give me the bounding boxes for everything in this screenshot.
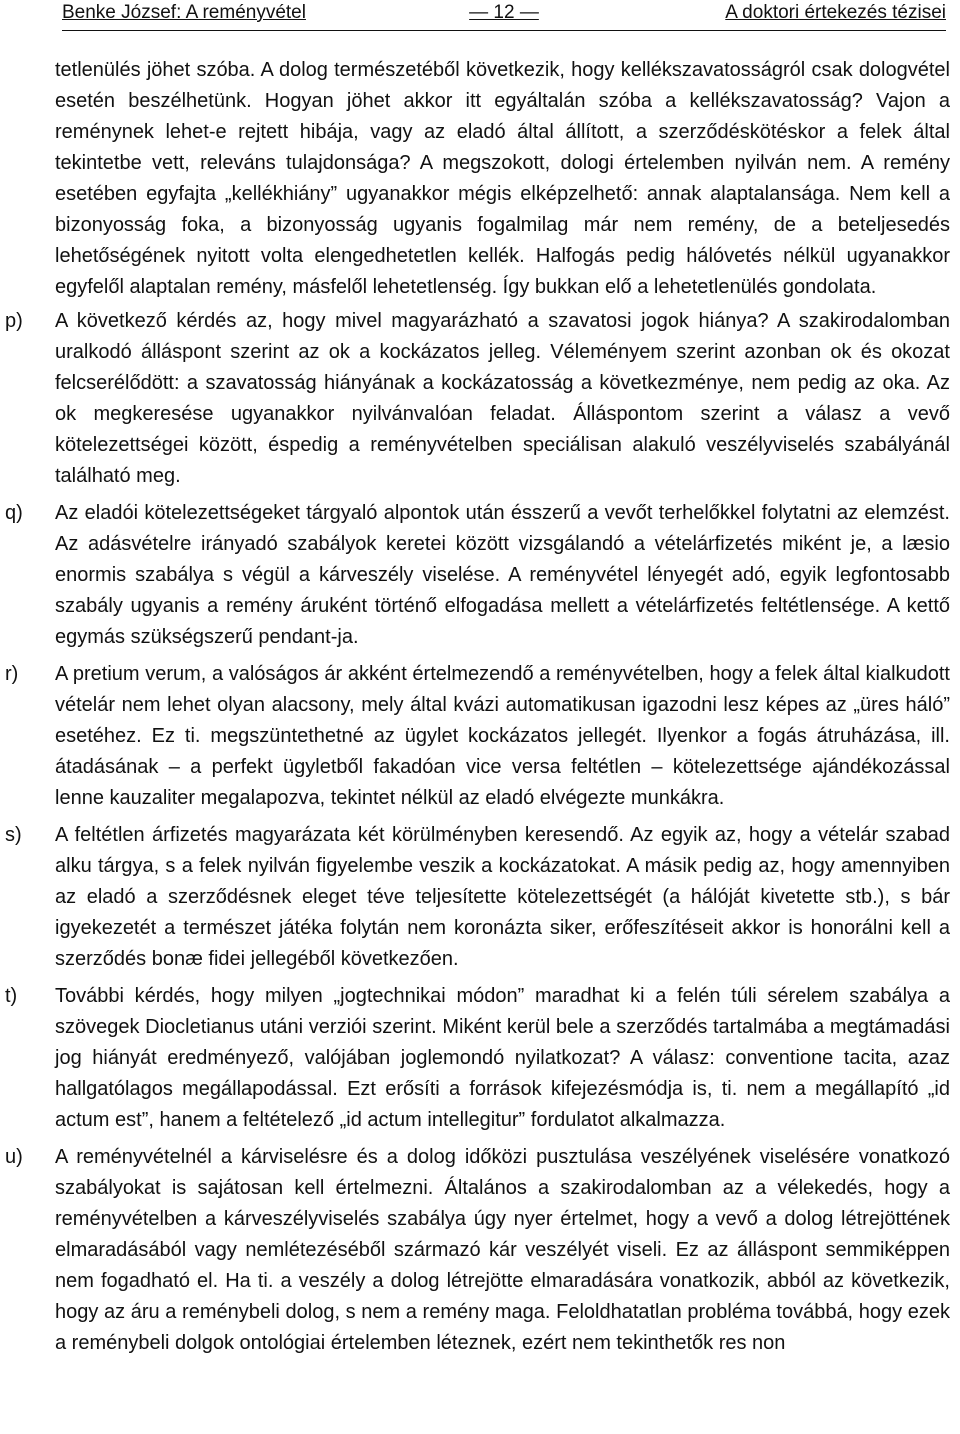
- list-marker: s): [5, 824, 22, 846]
- list-marker: q): [5, 502, 23, 524]
- paragraph-t: [5, 981, 950, 1136]
- paragraph-u: [5, 1142, 950, 1359]
- document-body: [5, 55, 950, 1365]
- list-marker: u): [5, 1146, 23, 1168]
- header-page-number: — 12 —: [469, 2, 539, 23]
- paragraph-text: Az eladói kötelezettségeket tárgyaló alpontok után ésszerű a vevőt terhelőkkel folytatni az elemzést. Az adásvételre irányadó szabályok keretei között vizsgálandó a vételárfizetés miként je, a læsio enormis szabálya s végül a kárveszély viselése. A reményvétel lényegét adó, egyik legfontosabb szabály ugyanis a remény áruként történő elfogadása mellett a vételárfizetés feltétlensége. A kettő egymás szükségszerű pendant-ja.: [55, 502, 950, 648]
- list-marker: p): [5, 310, 23, 332]
- paragraph-s: [5, 820, 950, 975]
- paragraph-text: További kérdés, hogy milyen „jogtechnikai módon” maradhat ki a felén túli sérelem szabálya a szövegek Diocletianus utáni verziói szerint. Miként kerül bele a szerződés tartalmába a megtámadási jog hiányát eredményező, valójában joglemondó nyilatkozat? A válasz: conventione tacita, azaz hallgatólagos megállapodással. Ezt erősíti a források kifejezésmódja is, ti. nem a megállapító „id actum est”, hanem a feltételező „id actum intellegitur” fordulatot alkalmazza.: [55, 985, 950, 1131]
- paragraph-continuation: [5, 55, 950, 303]
- paragraph-text: A feltétlen árfizetés magyarázata két körülményben keresendő. Az egyik az, hogy a vételár szabad alku tárgya, s a felek nyilván figyelembe veszik a kockázatokat. A másik pedig az, hogy amennyiben az eladó a szerződésnek eleget téve teljesítette kötelezettségét (a hálóját kivetette stb.), s bár igyekezetét a természet játéka folytán nem koronázta siker, erőfeszítéseit akkor is honorálni kell a szerződés bonæ fidei jellegéből következően.: [55, 824, 950, 970]
- paragraph-q: [5, 498, 950, 653]
- list-marker: r): [5, 663, 19, 685]
- paragraph-text: A következő kérdés az, hogy mivel magyarázható a szavatosi jogok hiánya? A szakirodalomban uralkodó álláspont szerint az ok a kockázatos jelleg. Véleményem szerint azonban ok és okozat felcserélődött: a szavatosság hiányának a kockázatosság a következménye, nem pedig az oka. Az ok megkeresése ugyanakkor nyilvánvalóan feladat. Álláspontom szerint a válasz a vevő kötelezettségei között, éspedig a reményvételben speciálisan alakuló veszélyviselés szabályánál található meg.: [55, 310, 950, 487]
- paragraph-p: [5, 306, 950, 492]
- paragraph-r: [5, 659, 950, 814]
- paragraph-text: A pretium verum, a valóságos ár akként értelmezendő a reményvételben, hogy a felek által kialkudott vételár nem lehet olyan alacsony, mely által kvázi automatikusan igazodni lesz képes az „üres háló” esetéhez. Ez ti. megszüntethetné az ügylet kockázatos jellegét. Ilyenkor a fogás átruházása, ill. átadásának – a perfekt ügyletből fakadóan vice versa feltétlen – kötelezettsége ajándékozással lenne kauzaliter megalapozva, tekintet nélkül az eladó elvégezte munkákra.: [55, 663, 950, 809]
- paragraph-text: A reményvételnél a kárviselésre és a dolog időközi pusztulása veszélyének viselésére vonatkozó szabályokat is sajátosan kell értelmezni. Általános a szakirodalomban az a vélekedés, hogy a reményvételben a kárveszélyviselés szabálya úgy nyer értelmet, hogy a vevő a dolog létrejöttének elmaradásából vagy nemlétezéséből származó kár veszélyét viseli. Ez az álláspont semmiképpen nem fogadható el. Ha ti. a veszély a dolog létrejötte elmaradására vonatkozik, abból az következik, hogy az áru a reménybeli dolog, s nem a remény maga. Feloldhatatlan probléma továbbá, hogy ezek a reménybeli dolgok ontológiai értelemben léteznek, ezért nem tekinthetők res non: [55, 1146, 950, 1354]
- list-marker: t): [5, 985, 18, 1007]
- running-header: [62, 0, 946, 31]
- paragraph-text: tetlenülés jöhet szóba. A dolog természetéből következik, hogy kellékszavatosságról csak dologvétel esetén beszélhetünk. Hogyan jöhet akkor itt egyáltalán szóba a kellékszavatosság? Vajon a reménynek lehet-e rejtett hibája, vagy az eladó által állított, a szerződéskötéskor a felek által tekintetbe vett, releváns tulajdonsága? A megszokott, dologi értelemben nyilván nem. A remény esetében egyfajta „kellékhiány” ugyanakkor mégis elképzelhető: annak alaptalansága. Nem kell a bizonyosság foka, a bizonyosság ugyanis fogalmilag már nem remény, de a beteljesedés lehetőségének nyitott volta elengedhetetlen kellék. Halfogás pedig hálóvetés nélkül ugyanakkor egyfelől alaptalan remény, másfelől lehetetlenség. Így bukkan elő a lehetetlenülés gondolata.: [55, 59, 950, 298]
- header-author-title: Benke József: A reményvétel: [62, 2, 306, 23]
- header-document-title: A doktori értekezés tézisei: [725, 2, 946, 23]
